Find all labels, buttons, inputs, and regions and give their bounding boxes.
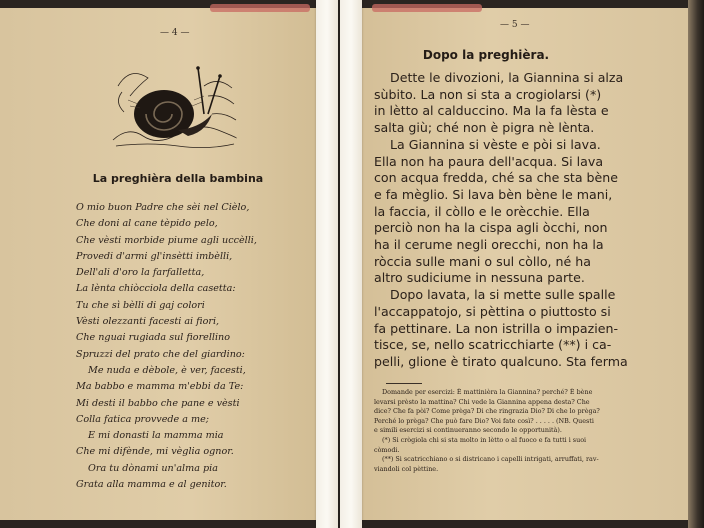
poem-line: Che mi difènde, mi vèglia ognor. [76,446,234,458]
binding-tape-right [340,0,362,528]
prose-line: l'accappatojo, si pèttina o piuttosto si [374,303,611,319]
poem-line: Spruzzi del prato che del giardino: [76,348,245,360]
footnote-line: dice? Che fa pòi? Come prèga? Di che ringrazia Dio? Di che lo prèga? [374,407,600,416]
prose-line: Dette le divozioni, la Giannina si alza [390,70,624,85]
poem-line: Che doni al cane tèpido pelo, [76,218,218,230]
prose-line: ròccia sulle mani o sul còllo, né ha [374,253,591,269]
poem-line: Grata alla mamma e al genitor. [76,479,227,491]
right-page-number: — 5 — [500,20,530,30]
poem-line: Tu che sì bèlli di gaj colori [76,299,205,311]
poem-line: Vèsti olezzanti facesti ai fiori, [76,316,220,328]
poem-line: Dell'ali d'oro la farfalletta, [76,267,205,279]
footnote-line: Domande per esercizi: È mattinièra la Giannina? perché? È bène [382,388,593,396]
prose-line: pelli, glione è tirato qualcuno. Sta ferma [374,353,628,369]
footnote-rule [386,383,422,384]
footnote-line: e simili esercizi si continueranno secondo le opportunità). [374,426,562,435]
poem-line: Che nguai rugiada sul fiorellino [76,332,231,344]
prose-line: La Giannina si vèste e pòi si lava. [390,136,601,152]
prose-line: perciò non ha la cispa agli òcchi, non [374,220,608,236]
footnote-line: (*) Si crògiola chi si sta molto in lètto o al fuoco e fa tutti i suoi [382,435,587,444]
prose-body [374,70,674,371]
poem-line: Mi desti il babbo che pane e vèsti [76,397,240,409]
poem-line: E mi donasti la mamma mia [88,430,224,442]
prose-line: tisce, se, nello scatricchiarte (**) i ca- [374,337,612,353]
footnote-line: (**) Si scatricchiano o si districano i capelli intrigati, arruffati, rav- [382,455,599,464]
page-edge [688,0,704,528]
prose-line: sùbito. La non si sta a crogiolarsi (*) [374,86,602,102]
footnote-line: levarsi prèsto la mattina? Chi vede la Giannina appena desta? Che [374,397,590,406]
prose-line: salta giù; ché non è pigra nè lènta. [374,120,595,136]
poem-line: Me nuda e dèbole, è ver, facesti, [88,364,246,376]
poem-title: La preghièra della bambina [92,172,264,185]
prose-line: la faccia, il còllo e le orècchie. Ella [374,203,590,219]
prose-line: fa pettinare. La non istrilla o impazien- [374,320,618,336]
footnote-line: viandoli col pèttine. [374,464,439,473]
prose-line: e fa mèglio. Si lava bèn bène le mani, [374,186,613,202]
prose-line: con acqua fredda, ché sa che sta bène [374,170,619,186]
poem-line: Colla fatica provvede a me; [76,413,210,425]
binding-tape-left [316,0,338,528]
prose-line: Dopo lavata, la si mette sulle spalle [390,287,616,303]
poem-line: Provedi d'armi gl'insètti imbèlli, [76,250,233,262]
poem-line: La lènta chiòcciola della casetta: [76,283,236,295]
poem-line: Che vèsti morbide piume agli uccèlli, [76,234,257,246]
footnote-line: còmodi. [374,445,400,454]
red-stain-left [210,4,310,12]
snail-illustration [108,56,238,152]
poem-line: Ma babbo e mamma m'ebbi da Te: [76,381,244,393]
left-page-number: — 4 — [160,28,190,38]
poem-line: Ora tu dònami un'alma pia [88,462,218,474]
prose-line: altro sudiciume in nessuna parte. [374,270,585,286]
footnote-line: Perché lo prèga? Che può fare Dio? Voi fate così? . . . . . (NB. Questi [374,416,594,425]
red-stain-right [372,4,482,12]
poem-line: O mio buon Padre che sèi nel Cièlo, [76,202,250,213]
prose-line: Ella non ha paura dell'acqua. Si lava [374,153,604,169]
chapter-title: Dopo la preghièra. [422,48,550,62]
footnotes [374,388,674,474]
prose-line: ha il cerume negli orecchi, non ha la [374,237,604,253]
poem-lines [76,200,316,493]
prose-line: in lètto al calduccino. Ma la fa lèsta e [374,103,609,119]
